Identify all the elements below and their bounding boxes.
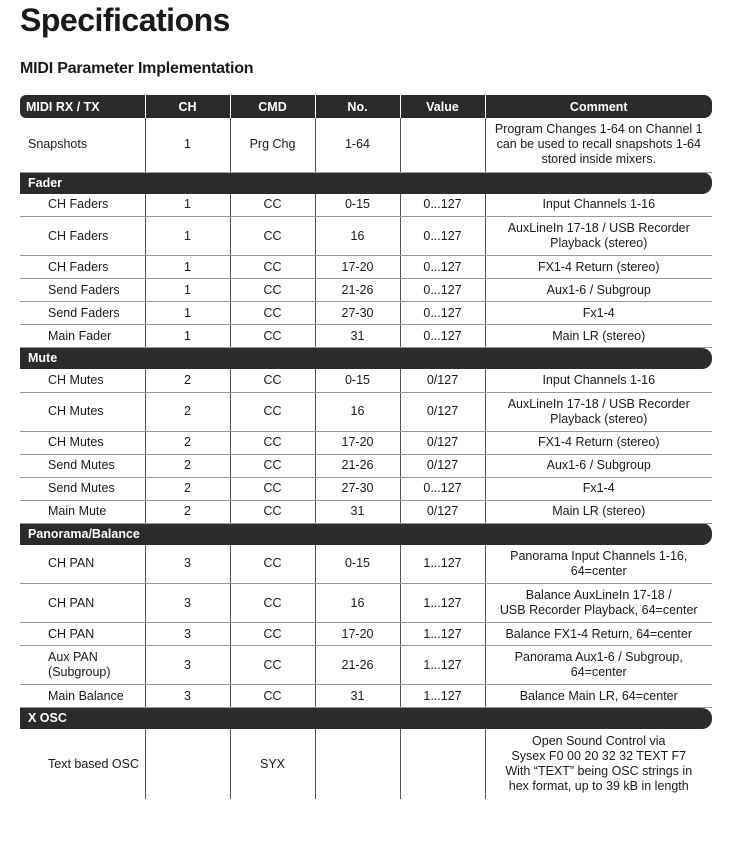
comment-line: Balance Main LR, 64=center: [519, 688, 678, 703]
cell-parameter: Main Mute: [20, 500, 145, 523]
cell-no: 0-15: [315, 545, 400, 584]
cell-parameter: Main Balance: [20, 685, 145, 708]
cell-no: 21-26: [315, 454, 400, 477]
cell-no: 21-26: [315, 646, 400, 685]
cell-parameter: CH Faders: [20, 217, 145, 256]
table-row: [20, 279, 712, 302]
cell-comment: [485, 217, 712, 256]
cell-comment: [485, 118, 712, 172]
cell-value: 0...127: [400, 217, 485, 256]
comment-line: With “TEXT” being OSC strings in: [505, 764, 693, 778]
cell-no: 17-20: [315, 431, 400, 454]
parameter-line: Aux PAN: [48, 650, 98, 664]
comment-line: Playback (stereo): [550, 411, 648, 426]
comment-line: FX1-4 Return (stereo): [537, 435, 660, 449]
midi-parameter-table: [20, 95, 712, 799]
cell-cmd: CC: [230, 325, 315, 348]
cell-cmd: CC: [230, 369, 315, 392]
comment-line: Panorama Aux1-6 / Subgroup, 64=center: [514, 650, 683, 679]
cell-cmd: CC: [230, 646, 315, 685]
cell-comment: [485, 302, 712, 325]
table-row: [20, 477, 712, 500]
cell-no: 31: [315, 500, 400, 523]
cell-cmd: Prg Chg: [230, 118, 315, 172]
cell-value: 0/127: [400, 500, 485, 523]
cell-ch: 2: [145, 500, 230, 523]
cell-comment: [485, 392, 712, 431]
cell-comment: [485, 623, 712, 646]
cell-parameter: CH Mutes: [20, 392, 145, 431]
cell-cmd: CC: [230, 685, 315, 708]
cell-value: 0...127: [400, 279, 485, 302]
cell-value: 0...127: [400, 194, 485, 217]
table-row: [20, 685, 712, 708]
group-header: [20, 348, 712, 370]
table-row: [20, 729, 712, 799]
cell-parameter: [20, 646, 145, 685]
cell-cmd: CC: [230, 256, 315, 279]
cell-parameter: CH Faders: [20, 256, 145, 279]
cell-cmd: SYX: [230, 729, 315, 799]
cell-value: 1...127: [400, 584, 485, 623]
comment-line: can be used to recall snapshots 1-64: [496, 137, 701, 152]
cell-value: 1...127: [400, 623, 485, 646]
comment-line: Main LR (stereo): [552, 504, 646, 518]
cell-comment: [485, 685, 712, 708]
comment-line: AuxLineIn 17-18 / USB Recorder: [507, 396, 690, 411]
group-header-label: Mute: [28, 351, 58, 365]
table-row: [20, 646, 712, 685]
parameter-line: (Subgroup): [48, 665, 111, 679]
cell-cmd: CC: [230, 194, 315, 217]
cell-cmd: CC: [230, 279, 315, 302]
cell-ch: [145, 729, 230, 799]
table-row: [20, 392, 712, 431]
cell-value: 0/127: [400, 369, 485, 392]
comment-line: hex format, up to 39 kB in length: [508, 779, 689, 793]
cell-parameter: CH Faders: [20, 194, 145, 217]
cell-no: 0-15: [315, 194, 400, 217]
cell-cmd: CC: [230, 302, 315, 325]
cell-comment: [485, 545, 712, 584]
cell-comment: [485, 646, 712, 685]
cell-cmd: CC: [230, 431, 315, 454]
page-title: Specifications: [20, 2, 230, 38]
group-header: [20, 172, 712, 194]
comment-line: Balance FX1-4 Return, 64=center: [505, 626, 693, 641]
cell-value: 0...127: [400, 302, 485, 325]
comment-line: FX1-4 Return (stereo): [537, 259, 660, 274]
cell-parameter: CH Mutes: [20, 431, 145, 454]
cell-value: 0/127: [400, 392, 485, 431]
comment-line: 64=center: [570, 563, 627, 578]
cell-parameter: Send Mutes: [20, 454, 145, 477]
table-row: [20, 500, 712, 523]
cell-no: 27-30: [315, 302, 400, 325]
cell-value: 0...127: [400, 325, 485, 348]
cell-value: [400, 118, 485, 172]
comment-line: Panorama Input Channels 1-16,: [510, 548, 688, 563]
table-row: [20, 194, 712, 217]
cell-no: 17-20: [315, 256, 400, 279]
cell-cmd: CC: [230, 623, 315, 646]
comment-line: USB Recorder Playback, 64=center: [499, 603, 698, 617]
cell-cmd: CC: [230, 477, 315, 500]
comment-line: Sysex F0 00 20 32 32 TEXT F7: [511, 749, 687, 763]
cell-value: 1...127: [400, 646, 485, 685]
cell-no: [315, 729, 400, 799]
cell-no: 17-20: [315, 623, 400, 646]
comment-line: Input Channels 1-16: [542, 197, 656, 212]
cell-comment: [485, 325, 712, 348]
header-cmd: CMD: [230, 95, 315, 118]
comment-line: Balance AuxLineIn 17-18 /: [525, 588, 672, 602]
cell-ch: 1: [145, 279, 230, 302]
group-header-row: [20, 708, 712, 730]
table-row: [20, 623, 712, 646]
group-header-label: Panorama/Balance: [28, 526, 140, 541]
cell-parameter: Send Faders: [20, 302, 145, 325]
cell-comment: [485, 369, 712, 392]
comment-line: stored inside mixers.: [541, 152, 657, 167]
cell-parameter: Send Faders: [20, 279, 145, 302]
cell-ch: 2: [145, 431, 230, 454]
table-row: [20, 584, 712, 623]
cell-value: 0/127: [400, 454, 485, 477]
cell-ch: 3: [145, 623, 230, 646]
table-row: [20, 217, 712, 256]
cell-parameter: CH PAN: [20, 545, 145, 584]
cell-no: 16: [315, 392, 400, 431]
comment-line: Open Sound Control via: [532, 734, 666, 748]
cell-comment: [485, 431, 712, 454]
cell-parameter: CH PAN: [20, 623, 145, 646]
header-no: No.: [315, 95, 400, 118]
comment-line: Playback (stereo): [550, 236, 648, 250]
cell-value: 0/127: [400, 431, 485, 454]
cell-comment: [485, 279, 712, 302]
cell-value: [400, 729, 485, 799]
comment-line: Fx1-4: [582, 481, 615, 495]
cell-comment: [485, 454, 712, 477]
cell-no: 27-30: [315, 477, 400, 500]
cell-comment: [485, 194, 712, 217]
group-header-row: [20, 523, 712, 545]
cell-comment: [485, 256, 712, 279]
table-row: [20, 256, 712, 279]
cell-comment: [485, 500, 712, 523]
cell-no: 21-26: [315, 279, 400, 302]
cell-value: 1...127: [400, 545, 485, 584]
table-row: [20, 545, 712, 584]
table-row: [20, 369, 712, 392]
table-row: [20, 325, 712, 348]
table-row: [20, 118, 712, 172]
cell-cmd: CC: [230, 217, 315, 256]
group-header-row: [20, 348, 712, 370]
group-header-label: Fader: [28, 175, 63, 190]
table-header-row: [20, 95, 712, 118]
cell-parameter: Send Mutes: [20, 477, 145, 500]
cell-parameter: Main Fader: [20, 325, 145, 348]
cell-no: 0-15: [315, 369, 400, 392]
cell-ch: 3: [145, 646, 230, 685]
cell-parameter: Snapshots: [20, 118, 145, 172]
cell-cmd: CC: [230, 584, 315, 623]
cell-parameter: Text based OSC: [48, 756, 140, 771]
header-ch: CH: [145, 95, 230, 118]
cell-parameter: CH Mutes: [20, 369, 145, 392]
cell-cmd: CC: [230, 545, 315, 584]
cell-cmd: CC: [230, 500, 315, 523]
cell-cmd: CC: [230, 392, 315, 431]
cell-ch: 1: [145, 325, 230, 348]
comment-line: Aux1-6 / Subgroup: [546, 458, 651, 472]
cell-value: 1...127: [400, 685, 485, 708]
cell-ch: 3: [145, 685, 230, 708]
comment-line: Input Channels 1-16: [542, 372, 656, 387]
cell-no: 31: [315, 325, 400, 348]
cell-ch: 2: [145, 477, 230, 500]
cell-comment: [485, 584, 712, 623]
cell-value: 0...127: [400, 477, 485, 500]
cell-parameter: CH PAN: [20, 584, 145, 623]
cell-no: 16: [315, 217, 400, 256]
cell-ch: 3: [145, 545, 230, 584]
cell-comment: [485, 729, 712, 799]
cell-ch: 2: [145, 369, 230, 392]
cell-no: 1-64: [315, 118, 400, 172]
comment-line: Program Changes 1-64 on Channel 1: [494, 122, 703, 137]
cell-no: 31: [315, 685, 400, 708]
header-value: Value: [400, 95, 485, 118]
cell-ch: 1: [145, 217, 230, 256]
cell-cmd: CC: [230, 454, 315, 477]
cell-ch: 1: [145, 118, 230, 172]
table-row: [20, 454, 712, 477]
table-row: [20, 431, 712, 454]
cell-ch: 2: [145, 454, 230, 477]
cell-ch: 1: [145, 194, 230, 217]
group-header-row: [20, 172, 712, 194]
cell-value: 0...127: [400, 256, 485, 279]
group-header: [20, 523, 712, 545]
table-row: [20, 302, 712, 325]
section-heading: MIDI Parameter Implementation: [20, 60, 254, 77]
header-comment: Comment: [485, 95, 712, 118]
header-midi-rx-tx: MIDI RX / TX: [20, 95, 145, 118]
group-header-label: X OSC: [28, 711, 67, 725]
group-header: [20, 708, 712, 730]
comment-line: Main LR (stereo): [552, 328, 646, 343]
cell-ch: 3: [145, 584, 230, 623]
comment-line: AuxLineIn 17-18 / USB Recorder: [507, 221, 690, 235]
cell-ch: 1: [145, 256, 230, 279]
cell-ch: 1: [145, 302, 230, 325]
cell-no: 16: [315, 584, 400, 623]
cell-comment: [485, 477, 712, 500]
comment-line: Fx1-4: [582, 305, 615, 320]
comment-line: Aux1-6 / Subgroup: [546, 282, 651, 297]
cell-ch: 2: [145, 392, 230, 431]
